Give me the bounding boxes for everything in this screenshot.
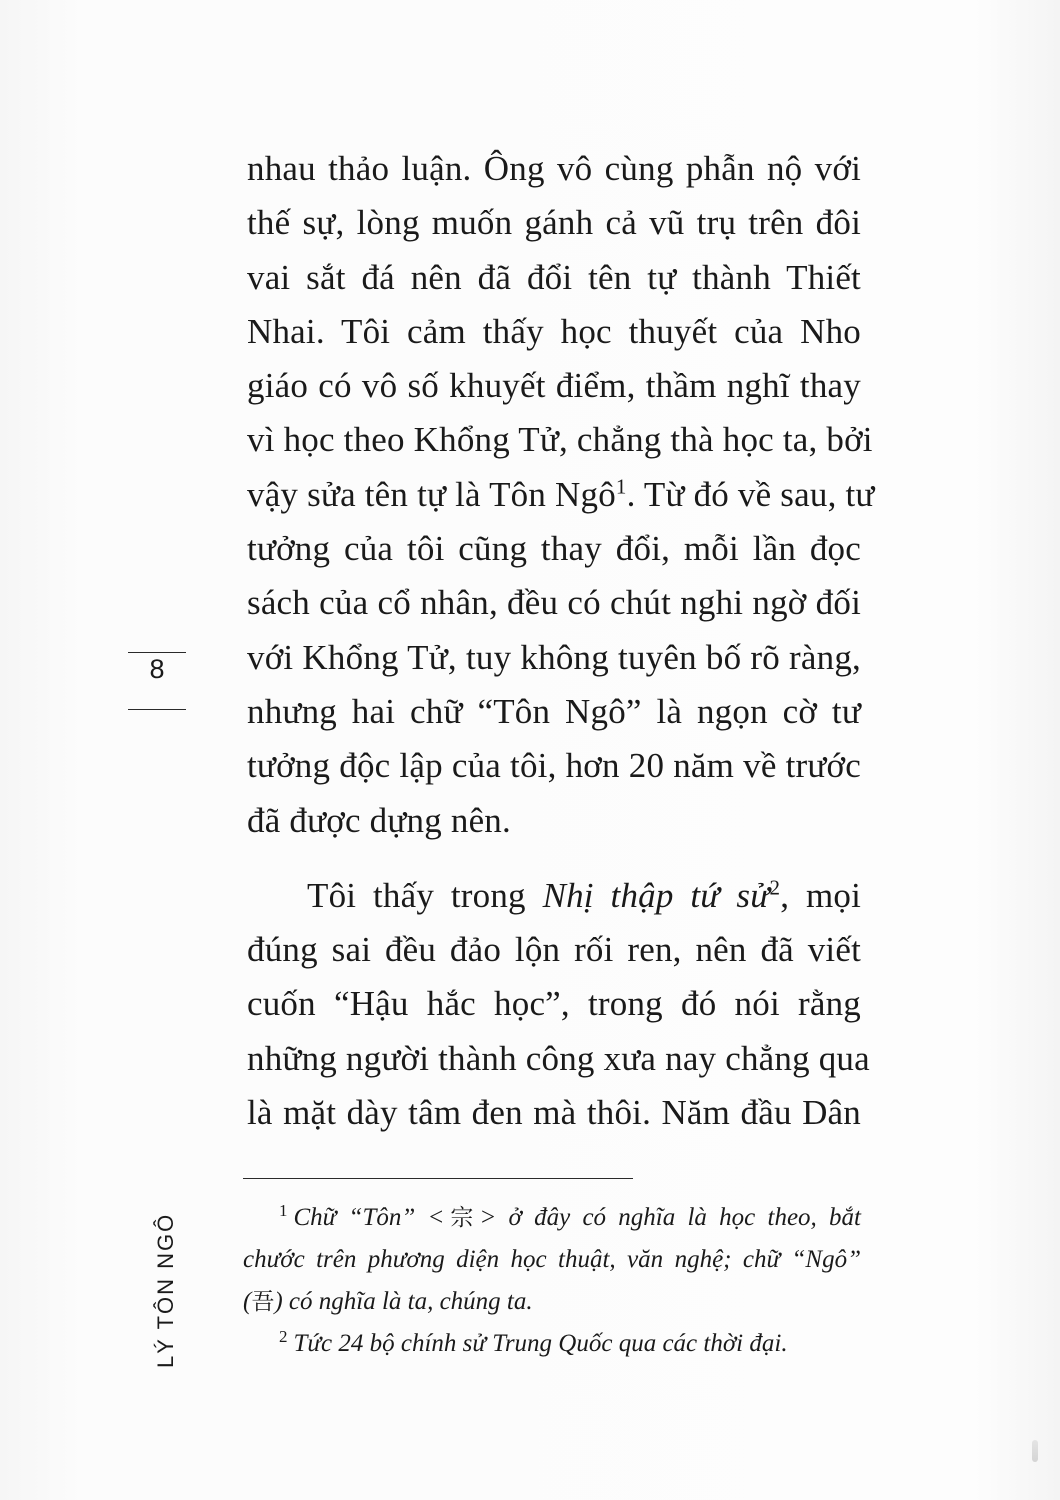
text-segment: > ở đây có nghĩa là học theo, bắt: [479, 1204, 861, 1231]
text-segment: , mọi: [780, 875, 862, 915]
text-line: tưởng độc lập của tôi, hơn 20 năm về trước: [247, 746, 861, 786]
text-line: giáo có vô số khuyết điểm, thầm nghĩ thay: [247, 366, 861, 406]
text-line: Nhai. Tôi cảm thấy học thuyết của Nho: [247, 311, 861, 351]
text-line: tưởng của tôi cũng thay đổi, mỗi lần đọc: [247, 529, 861, 569]
text-line-with-footnote-ref: [247, 869, 861, 923]
footnote-2: [243, 1323, 861, 1365]
footnote-1: [243, 1197, 861, 1239]
text-line: cuốn “Hậu hắc học”, trong đó nói rằng: [247, 984, 861, 1024]
paragraph-gap: [247, 848, 861, 869]
text-line: là mặt dày tâm đen mà thôi. Năm đầu Dân: [247, 1093, 861, 1133]
folio-rule-bottom: [128, 709, 186, 710]
footnotes: [243, 1197, 861, 1365]
text-segment: . Từ đó về sau, tư: [626, 474, 875, 514]
text-segment: Tức 24 bộ chính sử Trung Quốc qua các thời đại.: [293, 1330, 788, 1357]
page-number: 8: [149, 654, 165, 684]
text-line: với Khổng Tử, tuy không tuyên bố rõ ràng,: [247, 637, 861, 677]
han-glyph: 吾: [251, 1289, 275, 1315]
text-segment: (: [243, 1288, 252, 1315]
text-segment: Chữ “Tôn” <: [293, 1204, 445, 1231]
footnote-line: chước trên phương diện học thuật, văn nghệ; chữ “Ngô”: [243, 1246, 861, 1273]
text-line: thế sự, lòng muốn gánh cả vũ trụ trên đôi: [247, 203, 861, 243]
footnote-number: 2: [279, 1326, 288, 1346]
folio-rule-top: [128, 652, 186, 653]
footnote-ref-1: 1: [615, 474, 627, 499]
text-line-with-footnote-ref: [247, 468, 875, 522]
text-line: nhau thảo luận. Ông vô cùng phẫn nộ với: [247, 149, 861, 188]
text-line: những người thành công xưa nay chẳng qua: [247, 1038, 870, 1078]
footnote-line: [243, 1281, 861, 1323]
footnote-ref-2: 2: [769, 875, 781, 900]
text-segment: Tôi thấy trong: [307, 875, 543, 915]
book-title: Nhị thập tứ sử: [542, 875, 770, 915]
text-line: đã được dựng nên.: [247, 800, 511, 840]
text-line: vai sắt đá nên đã đổi tên tự thành Thiết: [247, 257, 861, 297]
text-segment: ) có nghĩa là ta, chúng ta.: [274, 1288, 533, 1315]
body-text: [247, 142, 875, 1140]
text-segment: vậy sửa tên tự là Tôn Ngô: [247, 474, 616, 514]
text-line: vì học theo Khổng Tử, chẳng thà học ta, bởi: [247, 420, 873, 460]
text-line: sách của cổ nhân, đều có chút nghi ngờ đối: [247, 583, 861, 623]
han-glyph: 宗: [444, 1205, 480, 1231]
text-line: đúng sai đều đảo lộn rối ren, nên đã viết: [247, 930, 861, 970]
footnote-number: 1: [279, 1200, 288, 1220]
running-head: LÝ TÔN NGÔ: [153, 1212, 178, 1368]
text-line: nhưng hai chữ “Tôn Ngô” là ngọn cờ tư: [247, 691, 861, 731]
footnote-rule: [243, 1178, 633, 1179]
page-edge-mark: [1032, 1440, 1038, 1462]
